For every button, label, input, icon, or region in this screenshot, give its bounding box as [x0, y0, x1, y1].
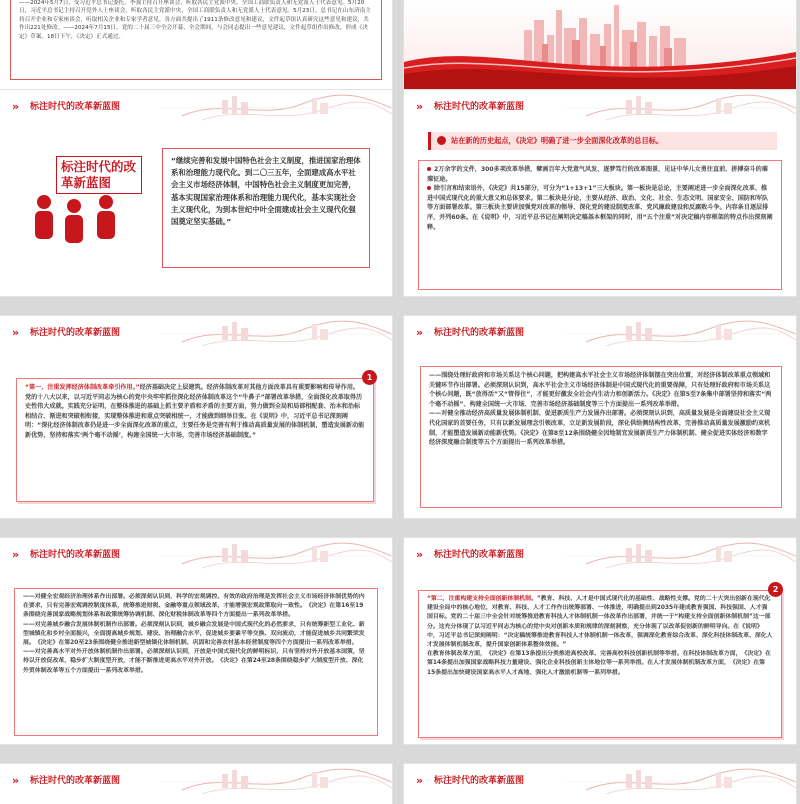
- slide-title: 标注时代的改革新蓝图: [434, 776, 525, 786]
- slide-header: [404, 764, 796, 794]
- chevron-right-icon: »: [416, 548, 421, 561]
- chevron-right-icon: »: [12, 774, 17, 787]
- market-paragraph-2: ——对健全推动经济高质量发展体制机制、促进新质生产力发展作出部署。必须深刻认识到，高质量发展是全面建设社会主义现代化国家的首要任务，只有以新发展理念引领改革，立足新发展阶段，深化供给侧结构性改革，完善推动高质量发展激励约束机制，才能塑造发展新动能新优势。《决定》在第8至12条围绕健全因地制宜发展新质生产力体制机制、健全促进实体经济和数字经济深度融合制度等五个方面提出一系列改革举措。: [429, 410, 771, 447]
- chevron-right-icon: »: [12, 548, 17, 561]
- badge-block: [22, 156, 142, 250]
- point-one-lead: “第一，注重发挥经济体制改革牵引作用。”: [25, 384, 140, 391]
- slide-header: [404, 90, 796, 120]
- slide-macro-governance: [0, 538, 392, 744]
- chevron-right-icon: »: [12, 326, 17, 339]
- point-two-lead: “第二，注重构建支持全面创新体制机制。”: [427, 596, 541, 602]
- slide-title: 标注时代的改革新蓝图: [434, 102, 525, 112]
- slide-partial-left: [0, 764, 392, 804]
- slide-title: 标注时代的改革新蓝图: [434, 550, 525, 560]
- quote-box: [162, 148, 370, 268]
- wave-decoration: [162, 316, 392, 350]
- macro-paragraph-2: ——对完善城乡融合发展体制机制作出部署。必须深刻认识到，城乡融合发展是中国式现代化的必然要求，只有统筹新型工业化、新型城镇化和乡村全面振兴，全面提高城乡规划、建设、治理融合水平，促进城乡要素平等交换、双向流动，才能促进城乡共同繁荣发展。《决定》在第20至23条围绕健全推进新型城镇化体制机制、巩固和完善农村基本经营制度等四个方面提出一系列改革举措。: [23, 621, 365, 647]
- goal-content-box: [418, 160, 782, 290]
- number-badge: 2: [768, 582, 783, 597]
- goal-banner-text: 站在新的历史起点，《决定》明确了进一步全面深化改革的总目标。: [451, 136, 664, 145]
- wave-decoration: [162, 538, 392, 572]
- chevron-right-icon: »: [12, 100, 17, 113]
- target-icon: [437, 136, 446, 145]
- wave-decoration: [566, 764, 796, 798]
- wave-decoration: [162, 764, 392, 798]
- slide-header: [0, 538, 392, 568]
- city-skyline-illustration: [404, 0, 796, 90]
- slide-history-timeline: [0, 0, 392, 90]
- goal-paragraph-1: 2万余字的文件，300多项改革举措，擘画百年大党意气风发、逐梦笃行的改革图景，见证中华儿女勇往直前、拼搏奋斗的璀璨征途。: [427, 166, 768, 183]
- slide-overall-goal: [404, 90, 796, 296]
- macro-paragraph-1: ——对健全宏观经济治理体系作出部署。必须深刻认识到，科学的宏观调控、有效的政府治理是发挥社会主义市场经济体制优势的内在要求，只有完善宏观调控制度体系，统筹推进财税、金融等重点领域改革，才能增强宏观政策取向一致性。《决定》在第16至19条围绕完善国家战略规划体系和政策统筹协调机制、深化财税体制改革等四个方面提出一系列改革举措。: [23, 594, 365, 619]
- slide-header: [0, 90, 392, 120]
- slide-title: 标注时代的改革新蓝图: [434, 328, 525, 338]
- number-badge: 1: [362, 370, 377, 385]
- chevron-right-icon: »: [416, 326, 421, 339]
- people-icon: [24, 192, 134, 252]
- slide-title: 标注时代的改革新蓝图: [30, 102, 121, 112]
- chevron-right-icon: »: [416, 100, 421, 113]
- bullet-icon: [427, 167, 431, 171]
- slide-innovation-system: [404, 538, 796, 744]
- point-two-paragraph-1: 教育、科技、人才是中国式现代化的基础性、战略性支撑。党的二十大突出创新在现代化建设全局中的核心地位，对教育、科技、人才工作作出统筹部署、一体推进，明确提出到2035年建成教育强国、科技强国、人才强国目标。党的二十届三中全会针对统筹推进教育科技人才体制机制一体改革作出部署，并统一于“构建支持全面创新体制机制”这一部分。这充分体现了以习近平同志为核心的党中央对创新本质和规律的深刻洞察，充分体现了以改革促创新的鲜明导向。在《说明》中，习近平总书记深刻阐明：“决定稿统筹推进教育科技人才体制机制一体改革，强调深化教育综合改革、深化科技体制改革、深化人才发展体制机制改革，提升国家创新体系整体效能。”: [427, 596, 773, 649]
- wave-decoration: [162, 90, 392, 124]
- wave-decoration: [566, 90, 796, 124]
- slide-economic-reform: [0, 316, 392, 518]
- macro-content-box: [14, 588, 378, 736]
- goal-paragraph-2: 除引言和结束语外，《决定》共15部分，可分为“1+13+1”三大板块。第一板块是总论，主要阐述进一步全面深化改革、推进中国式现代化的重大意义和总体要求。第二板块是分论，主要从经济、政治、文化、社会、生态文明、国家安全、国防和军队等方面部署改革。第三板块主要讲加强党对改革的领导、深化党的建设制度改革、党风廉政建设和反腐败斗争。内容条目逐层排序，并列60条。在《说明》中，习近平总书记在阐明决定稿基本框架的同时，用“五个注重”对决定稿内容框架的特点作出深刻阐释。: [427, 185, 773, 231]
- slide-header: [404, 316, 796, 346]
- bullet-icon: [427, 186, 431, 190]
- badge-title: 标注时代的改革新蓝图: [56, 156, 142, 194]
- slide-header: [404, 538, 796, 568]
- slide-market-economy: [404, 316, 796, 518]
- slide-cover-image: [404, 0, 796, 90]
- slide-blueprint-quote: [0, 90, 392, 296]
- timeline-box: [10, 0, 382, 80]
- goal-banner: [428, 132, 777, 150]
- wave-decoration: [566, 316, 796, 350]
- point-one-text: 经济基础决定上层建筑。经济体制改革对其他方面改革具有重要影响和传导作用。党的十八大以来，以习近平同志为核心的党中央牢牢抓住深化经济体制改革这个“牛鼻子”部署改革举措，全面深化改革取得历史性伟大成就。实践充分证明，在整体推进的基础上抓主要矛盾和矛盾的主要方面，努力做到全局和局部相配套、治本和治标相结合、渐进和突破相衔接，实现整体推进和重点突破相统一，才能做到纲举目张。在《说明》中，习近平总书记深刻阐明：“深化经济体制改革仍是进一步全面深化改革的重点，主要任务是完善有利于推动高质量发展的体制机制，塑造发展新动能新优势，坚持和落实‘两个毫不动摇’，构建全国统一大市场，完善市场经济基础制度。”: [25, 384, 365, 439]
- timeline-text: ——2024年5月7日，受习近平总书记委托，李强主持召开座谈会，听取各民主党派中央、全国工商联负责人和无党派人士代表意见。5月20日，习近平总书记主持召开党外人士座谈会，听取各民主党派中央、全国工商联负责人和无党派人士代表意见。5月23日，总书记在山东济南主持召开企业和专家座谈会，听取相关企业和专家学者意见。各方面共提出了1911条修改意见和建议，文件起草组认真研究这些意见和建议，共作出221处修改。——2024年7月15日，党的二十届三中全会开幕，全会期间，与会同志提出一些意见建议，文件起草组作出修改，形成《决定》草案。18日下午，《决定》正式通过。: [19, 0, 371, 40]
- chevron-right-icon: »: [416, 774, 421, 787]
- slide-title: 标注时代的改革新蓝图: [30, 328, 121, 338]
- point-one-box: [16, 378, 374, 502]
- market-paragraph-1: ——围绕处理好政府和市场关系这个核心问题，把构建高水平社会主义市场经济体制摆在突出位置，对经济体制改革重点领域和关键环节作出部署。必须深刻认识到，高水平社会主义市场经济体制是中国式现代化的重要保障，只有处理好政府和市场关系这个核心问题，既“放得活”又“管得住”，才能更好激发全社会内生动力和创新活力。《决定》在第5至7条集中部署坚持和落实“两个毫不动摇”、构建全国统一大市场、完善市场经济基础制度等三个方面提出一系列改革举措。: [429, 372, 772, 408]
- wave-decoration: [566, 538, 796, 572]
- quote-text: “继续完善和发展中国特色社会主义制度，推进国家治理体系和治理能力现代化。到二〇三五年，全面建成高水平社会主义市场经济体制，中国特色社会主义制度更加完善，基本实现国家治理体系和治理能力现代化，基本实现社会主义现代化，为到本世纪中叶全面建成社会主义现代化强国奠定坚实基础。”: [171, 156, 361, 227]
- slide-header: [0, 764, 392, 794]
- slide-title: 标注时代的改革新蓝图: [30, 776, 121, 786]
- slide-title: 标注时代的改革新蓝图: [30, 550, 121, 560]
- macro-paragraph-3: ——对完善高水平对外开放体制机制作出部署。必须深刻认识到，开放是中国式现代化的鲜明标识，只有坚持对外开放基本国策，坚持以开放促改革，稳步扩大制度型开放，才能不断推进更高水平对外开放。《决定》在第24至28条围绕稳步扩大制度型开放、深化外贸体制改革等五个方面提出一系列改革举措。: [23, 649, 365, 674]
- slide-partial-right: [404, 764, 796, 804]
- point-two-paragraph-2: 在教育体制改革方面，《决定》在第13条提出分类推进高校改革、完善高校科技创新机制等举措。在科技体制改革方面，《决定》在第14条提出加强国家战略科技力量建设、强化企业科技创新主体地位等一系列举措。在人才发展体制机制改革方面，《决定》在第15条提出加快建设国家高水平人才高地、强化人才激励机制等一系列举措。: [427, 651, 771, 676]
- slide-header: [0, 316, 392, 346]
- point-two-box: [418, 590, 782, 738]
- market-content-box: [420, 366, 782, 508]
